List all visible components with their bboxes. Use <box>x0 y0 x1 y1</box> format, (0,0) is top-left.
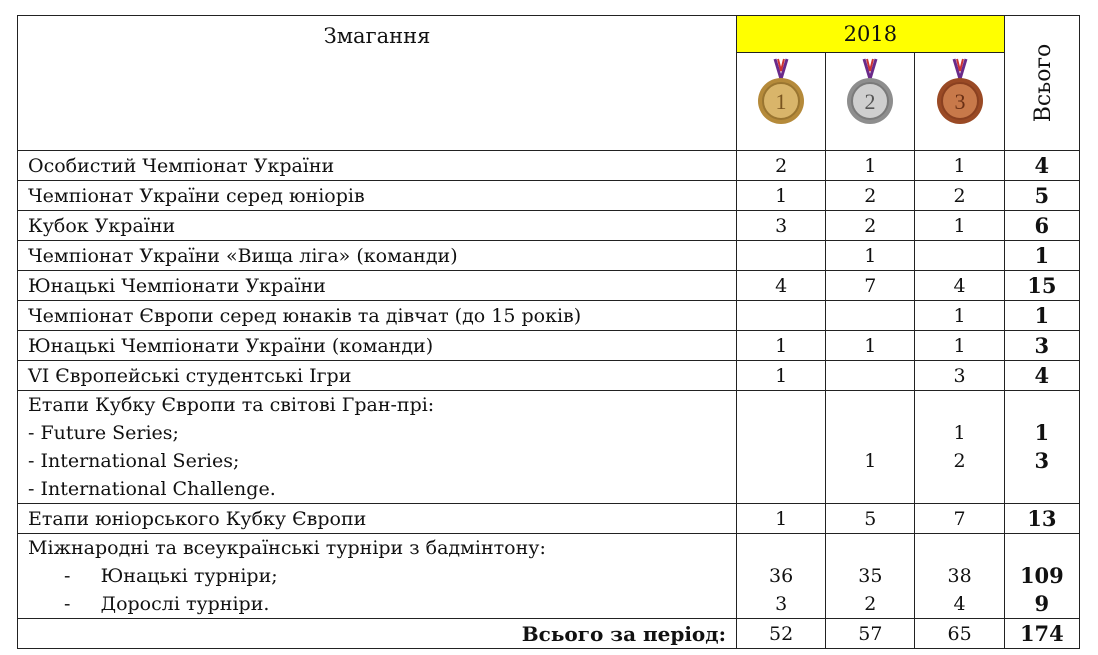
row-total: 109 9 <box>1004 534 1079 619</box>
row-total: 4 <box>1004 151 1079 181</box>
gold-count: 3 <box>737 211 826 241</box>
grand-prix-line: - Future Series; <box>28 422 179 444</box>
row-total: 1 <box>1004 301 1079 331</box>
competition-name: VI Європейські студентські Ігри <box>18 361 737 391</box>
gold-medal-number: 1 <box>775 88 787 114</box>
silver-medal-number: 2 <box>864 88 876 114</box>
summary-row <box>18 619 1080 649</box>
row-total: 15 <box>1004 271 1079 301</box>
bronze-count: 1 <box>915 151 1004 181</box>
gold-count: 1 <box>737 361 826 391</box>
bronze-count: 2 <box>915 181 1004 211</box>
silver-count: 1 <box>826 151 915 181</box>
table-row <box>18 361 1080 391</box>
table-row <box>18 211 1080 241</box>
competition-name: Етапи юніорського Кубку Європи <box>18 504 737 534</box>
competition-header: Змагання <box>18 16 737 151</box>
bronze-count: 1 2 <box>915 391 1004 504</box>
competition-name: Чемпіонат України серед юніорів <box>18 181 737 211</box>
table-row <box>18 271 1080 301</box>
silver-total: 57 <box>826 619 915 649</box>
grand-total: 174 <box>1004 619 1079 649</box>
silver-count: 2 <box>826 211 915 241</box>
summary-label: Всього за період: <box>18 619 737 649</box>
tournaments-youth-line: - Юнацькі турніри; <box>64 565 278 587</box>
tournaments-name <box>18 534 737 619</box>
row-total: 13 <box>1004 504 1079 534</box>
gold-count: 1 <box>737 504 826 534</box>
row-total: 4 <box>1004 361 1079 391</box>
bronze-count <box>915 241 1004 271</box>
bronze-count: 3 <box>915 361 1004 391</box>
grand-prix-line: - International Challenge. <box>28 478 276 500</box>
silver-count: 35 2 <box>826 534 915 619</box>
bronze-medal-number: 3 <box>954 88 966 114</box>
bronze-count: 38 4 <box>915 534 1004 619</box>
total-header-label: Всього <box>1030 43 1056 123</box>
table-row-tournaments <box>18 534 1080 619</box>
competition-name: Юнацькі Чемпіонати України (команди) <box>18 331 737 361</box>
table-row <box>18 241 1080 271</box>
competition-name: Кубок України <box>18 211 737 241</box>
gold-count: 1 <box>737 181 826 211</box>
medals-table <box>17 15 1080 649</box>
silver-count <box>826 361 915 391</box>
competition-name: Чемпіонат Європи серед юнаків та дівчат (до 15 років) <box>18 301 737 331</box>
silver-medal-icon <box>842 57 898 129</box>
row-total: 1 3 <box>1004 391 1079 504</box>
silver-count: 1 <box>826 241 915 271</box>
table-row <box>18 331 1080 361</box>
row-total: 6 <box>1004 211 1079 241</box>
silver-medal-cell <box>826 52 915 150</box>
bronze-medal-cell <box>915 52 1004 150</box>
competition-name: Чемпіонат України «Вища ліга» (команди) <box>18 241 737 271</box>
silver-count: 1 <box>826 331 915 361</box>
gold-medal-cell <box>737 52 826 150</box>
silver-count <box>826 301 915 331</box>
silver-count: 2 <box>826 181 915 211</box>
gold-count: 1 <box>737 331 826 361</box>
bronze-count: 7 <box>915 504 1004 534</box>
competition-name: Юнацькі Чемпіонати України <box>18 271 737 301</box>
gold-count: 4 <box>737 271 826 301</box>
row-total: 1 <box>1004 241 1079 271</box>
grand-prix-line: - International Series; <box>28 450 240 472</box>
table-row-grand-prix <box>18 391 1080 504</box>
table-row <box>18 181 1080 211</box>
bronze-count: 1 <box>915 331 1004 361</box>
grand-prix-name <box>18 391 737 504</box>
bronze-count: 1 <box>915 301 1004 331</box>
gold-count <box>737 301 826 331</box>
bronze-total: 65 <box>915 619 1004 649</box>
bronze-count: 4 <box>915 271 1004 301</box>
tournaments-adult-line: - Дорослі турніри. <box>64 593 270 615</box>
silver-count: 1 <box>826 391 915 504</box>
silver-count: 5 <box>826 504 915 534</box>
gold-count <box>737 391 826 504</box>
silver-count: 7 <box>826 271 915 301</box>
bronze-medal-icon <box>932 57 988 129</box>
gold-count <box>737 241 826 271</box>
row-total: 5 <box>1004 181 1079 211</box>
bronze-count: 1 <box>915 211 1004 241</box>
gold-medal-icon <box>753 57 809 129</box>
gold-count: 36 3 <box>737 534 826 619</box>
gold-total: 52 <box>737 619 826 649</box>
table-row <box>18 504 1080 534</box>
gold-count: 2 <box>737 151 826 181</box>
row-total: 3 <box>1004 331 1079 361</box>
year-header: 2018 <box>737 16 1005 53</box>
grand-prix-title: Етапи Кубку Європи та світові Гран-прі: <box>28 394 435 416</box>
table-row <box>18 301 1080 331</box>
total-header <box>1004 16 1079 151</box>
competition-name: Особистий Чемпіонат України <box>18 151 737 181</box>
table-row <box>18 151 1080 181</box>
tournaments-title: Міжнародні та всеукраїнські турніри з бадмінтону: <box>28 537 546 559</box>
